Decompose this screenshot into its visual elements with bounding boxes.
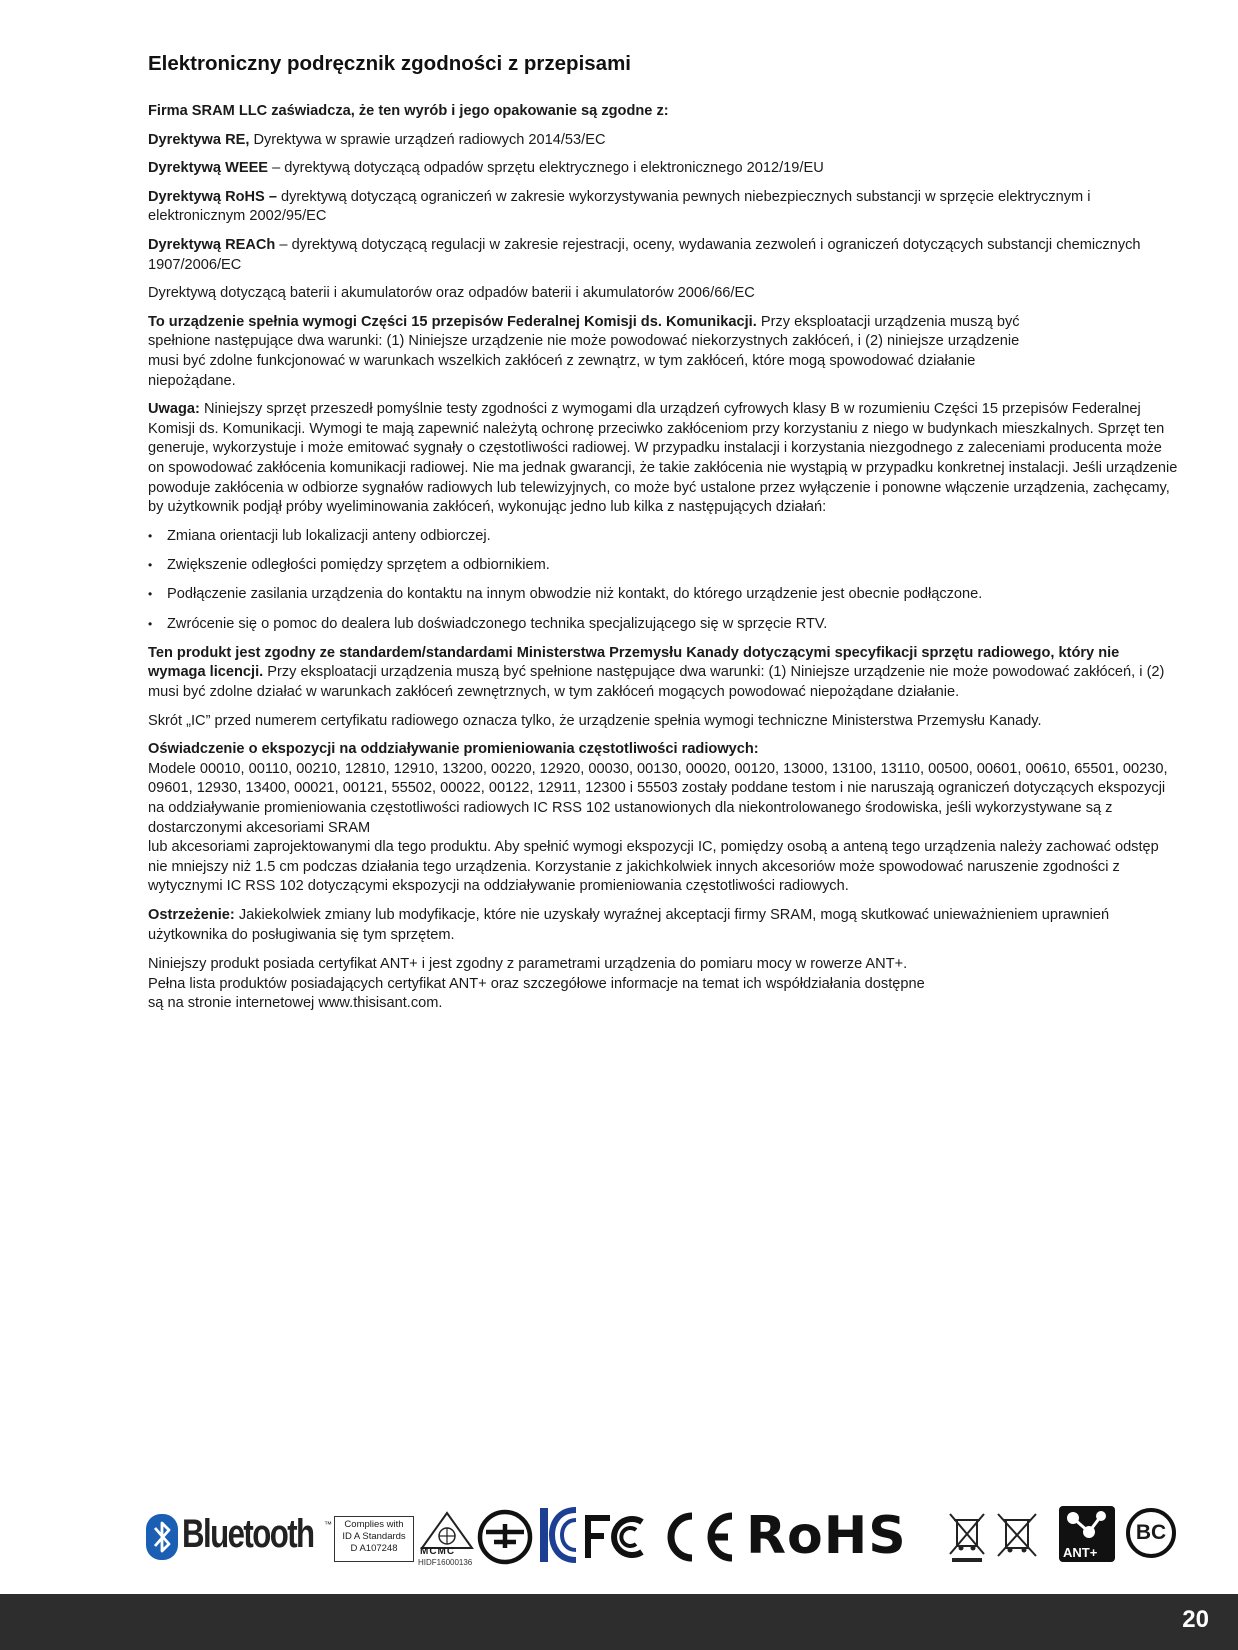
ic-prefix-statement: Skrót „IC” przed numerem certyfikatu radiowego oznacza tylko, że urządzenie spełnia wymogi techniczne Ministerstwa Przemysłu Kanady. (148, 712, 1042, 729)
ce-icon (660, 1512, 736, 1562)
interference-measures-list (148, 527, 1178, 634)
bc-logo: BC (1126, 1508, 1176, 1558)
directive-rohs: Dyrektywą RoHS – dyrektywą dotyczącą ograniczeń w zakresie wykorzystywania pewnych niebezpiecznych substancji w sprzęcie elektrycznym i elektronicznym 2002/95/EC (148, 188, 1091, 225)
ant-plus-icon (1059, 1506, 1115, 1546)
directive-batteries: Dyrektywą dotyczącą baterii i akumulatorów oraz odpadów baterii i akumulatorów 2006/66/EC (148, 285, 755, 302)
list-item: • Zwrócenie się o pomoc do dealera lub doświadczonego technika specjalizującego się w sprzęcie RTV. (148, 615, 1178, 635)
list-item: • Podłączenie zasilania urządzenia do kontaktu na innym obwodzie niż kontakt, do którego urządzenie jest obecnie podłączone. (148, 585, 1178, 605)
page-title: Elektroniczny podręcznik zgodności z przepisami (148, 52, 631, 75)
ida-compliance-box: Complies with ID A Standards D A107248 (334, 1516, 414, 1562)
directive-re: Dyrektywa RE, Dyrektywa w sprawie urządzeń radiowych 2014/53/EC (148, 131, 606, 148)
canada-statement: Ten produkt jest zgodny ze standardem/standardami Ministerstwa Przemysłu Kanady dotyczącymi specyfikacji sprzętu radiowego, który nie wymaga licencji. Przy eksploatacji urządzenia muszą być spełnione następujące dwa warunki: (1) Niniejsze urządzenie nie może powodować zakłóceń, i (2) musi być zdolne działać w warunkach zakłóceń zewnętrznych, w tym zakłóceń mogących powodować niepożądane działanie. (148, 644, 1165, 700)
ant-statement: Niniejszy produkt posiada certyfikat ANT+ i jest zgodny z parametrami urządzenia do pomiaru mocy w rowerze ANT+. Pełna lista produktów posiadających certyfikat ANT+ oraz szczegółowe informacje na temat ich współdziałania dostępne są na stronie internetowej www.thisisant.com. (148, 956, 925, 1012)
intro-statement: Firma SRAM LLC zaświadcza, że ten wyrób i jego opakowanie są zgodne z: (148, 103, 669, 119)
certification-logos (146, 1502, 1186, 1568)
list-item: • Zmiana orientacji lub lokalizacji anteny odbiorczej. (148, 527, 1178, 547)
rf-exposure-statement: Oświadczenie o ekspozycji na oddziaływanie promieniowania częstotliwości radiowych: Modele 00010, 00110, 00210, 12810, 12910, 13200, 00220, 12920, 00030, 00130, 00020, 00120, 13000, 13100, 13110, 00500, 00601, 00610, 65501, 00230, 09601, 12930, 13400, 00021, 00121, 55502, 00022, 00122, 12911, 12300 i 55503 zostały poddane testom i nie naruszają ograniczeń dotyczących ekspozycji na oddziaływanie promieniowania częstotliwości radiowych IC RSS 102 ustanowionych dla niekontrolowanego środowiska, jeśli wykorzystywane są z dostarczonymi akcesoriami SRAM (148, 741, 1168, 836)
weee-icon (946, 1510, 988, 1562)
ant-plus-logo (1059, 1506, 1115, 1562)
kc-icon (538, 1506, 578, 1564)
rohs-logo: RoHS (746, 1506, 907, 1566)
trademark-mark: ™ (324, 1520, 332, 1529)
note-paragraph: Uwaga: Niniejszy sprzęt przeszedł pomyślnie testy zgodności z wymogami dla urządzeń cyfrowych klasy B w rozumieniu Części 15 przepisów Federalnej Komisji ds. Komunikacji. Wymogi te mają zapewnić należytą ochronę przeciwko zakłóceniom przy korzystaniu z niego w budynkach mieszkalnych. Sprzęt ten generuje, wykorzystuje i może emitować sygnały o częstotliwości radiowej. W przypadku instalacji i korzystania niezgodnego z zaleceniami producenta może on spowodować zakłócenia komunikacji radiowej. Nie ma jednak gwarancji, że takie zakłócenia nie wystąpią w przypadku konkretnej instalacji. Jeśli urządzenie powoduje zakłócenia w odbiorze sygnałów radiowych lub telewizyjnych, co może być ustalone przez wyłączenie i ponowne włączenie urządzenia, zachęcamy, by użytkownik podjął próby wyeliminowania zakłóceń, wykonując jedno lub kilka z następujących działań: (148, 401, 1178, 516)
page-footer (0, 1594, 1238, 1650)
fcc-icon (584, 1514, 648, 1560)
battery-disposal-icon (994, 1510, 1040, 1562)
ant-plus-label: ANT+ (1063, 1545, 1098, 1560)
mcmc-label: MCMC (420, 1546, 456, 1557)
directive-reach: Dyrektywą REACh – dyrektywą dotyczącą regulacji w zakresie rejestracji, oceny, wydawania zezwoleń i ograniczeń dotyczących substancji chemicznych 1907/2006/EC (148, 236, 1141, 273)
warning-statement: Ostrzeżenie: Jakiekolwiek zmiany lub modyfikacje, które nie uzyskały wyraźnej akceptacji firmy SRAM, mogą skutkować unieważnieniem uprawnień użytkownika do posługiwania się tym sprzętem. (148, 906, 1110, 943)
telec-icon (476, 1508, 534, 1566)
document-body (148, 52, 1178, 1023)
mcmc-id: HIDF16000136 (418, 1558, 473, 1567)
bluetooth-logo-text: Bluetooth (182, 1512, 314, 1556)
page-number: 20 (1182, 1606, 1209, 1633)
directive-weee: Dyrektywą WEEE – dyrektywą dotyczącą odpadów sprzętu elektrycznego i elektronicznego 2012/19/EU (148, 160, 824, 177)
fcc-statement: To urządzenie spełnia wymogi Części 15 przepisów Federalnej Komisji ds. Komunikacji. Przy eksploatacji urządzenia muszą być spełnione następujące dwa warunki: (1) Niniejsze urządzenie nie może powodować niekorzystnych zakłóceń, i (2) niniejsze urządzenie musi być zdolne funkcjonować w warunkach wszelkich zakłóceń z zewnątrz, w tym zakłóceń, które mogą spowodować działanie niepożądane. (148, 313, 1020, 389)
rf-exposure-continued: lub akcesoriami zaprojektowanymi dla tego produktu. Aby spełnić wymogi ekspozycji IC, pomiędzy osobą a anteną tego urządzenia należy zachować odstęp nie mniejszy niż 1.5 cm podczas działania tego urządzenia. Korzystanie z jakichkolwiek innych akcesoriów może spowodować naruszenie zgodności z wytycznymi IC RSS 102 dotyczącymi ekspozycji na oddziaływanie promieniowania częstotliwości radiowych. (148, 839, 1159, 895)
list-item: • Zwiększenie odległości pomiędzy sprzętem a odbiornikiem. (148, 556, 1178, 576)
bluetooth-icon (146, 1514, 178, 1560)
